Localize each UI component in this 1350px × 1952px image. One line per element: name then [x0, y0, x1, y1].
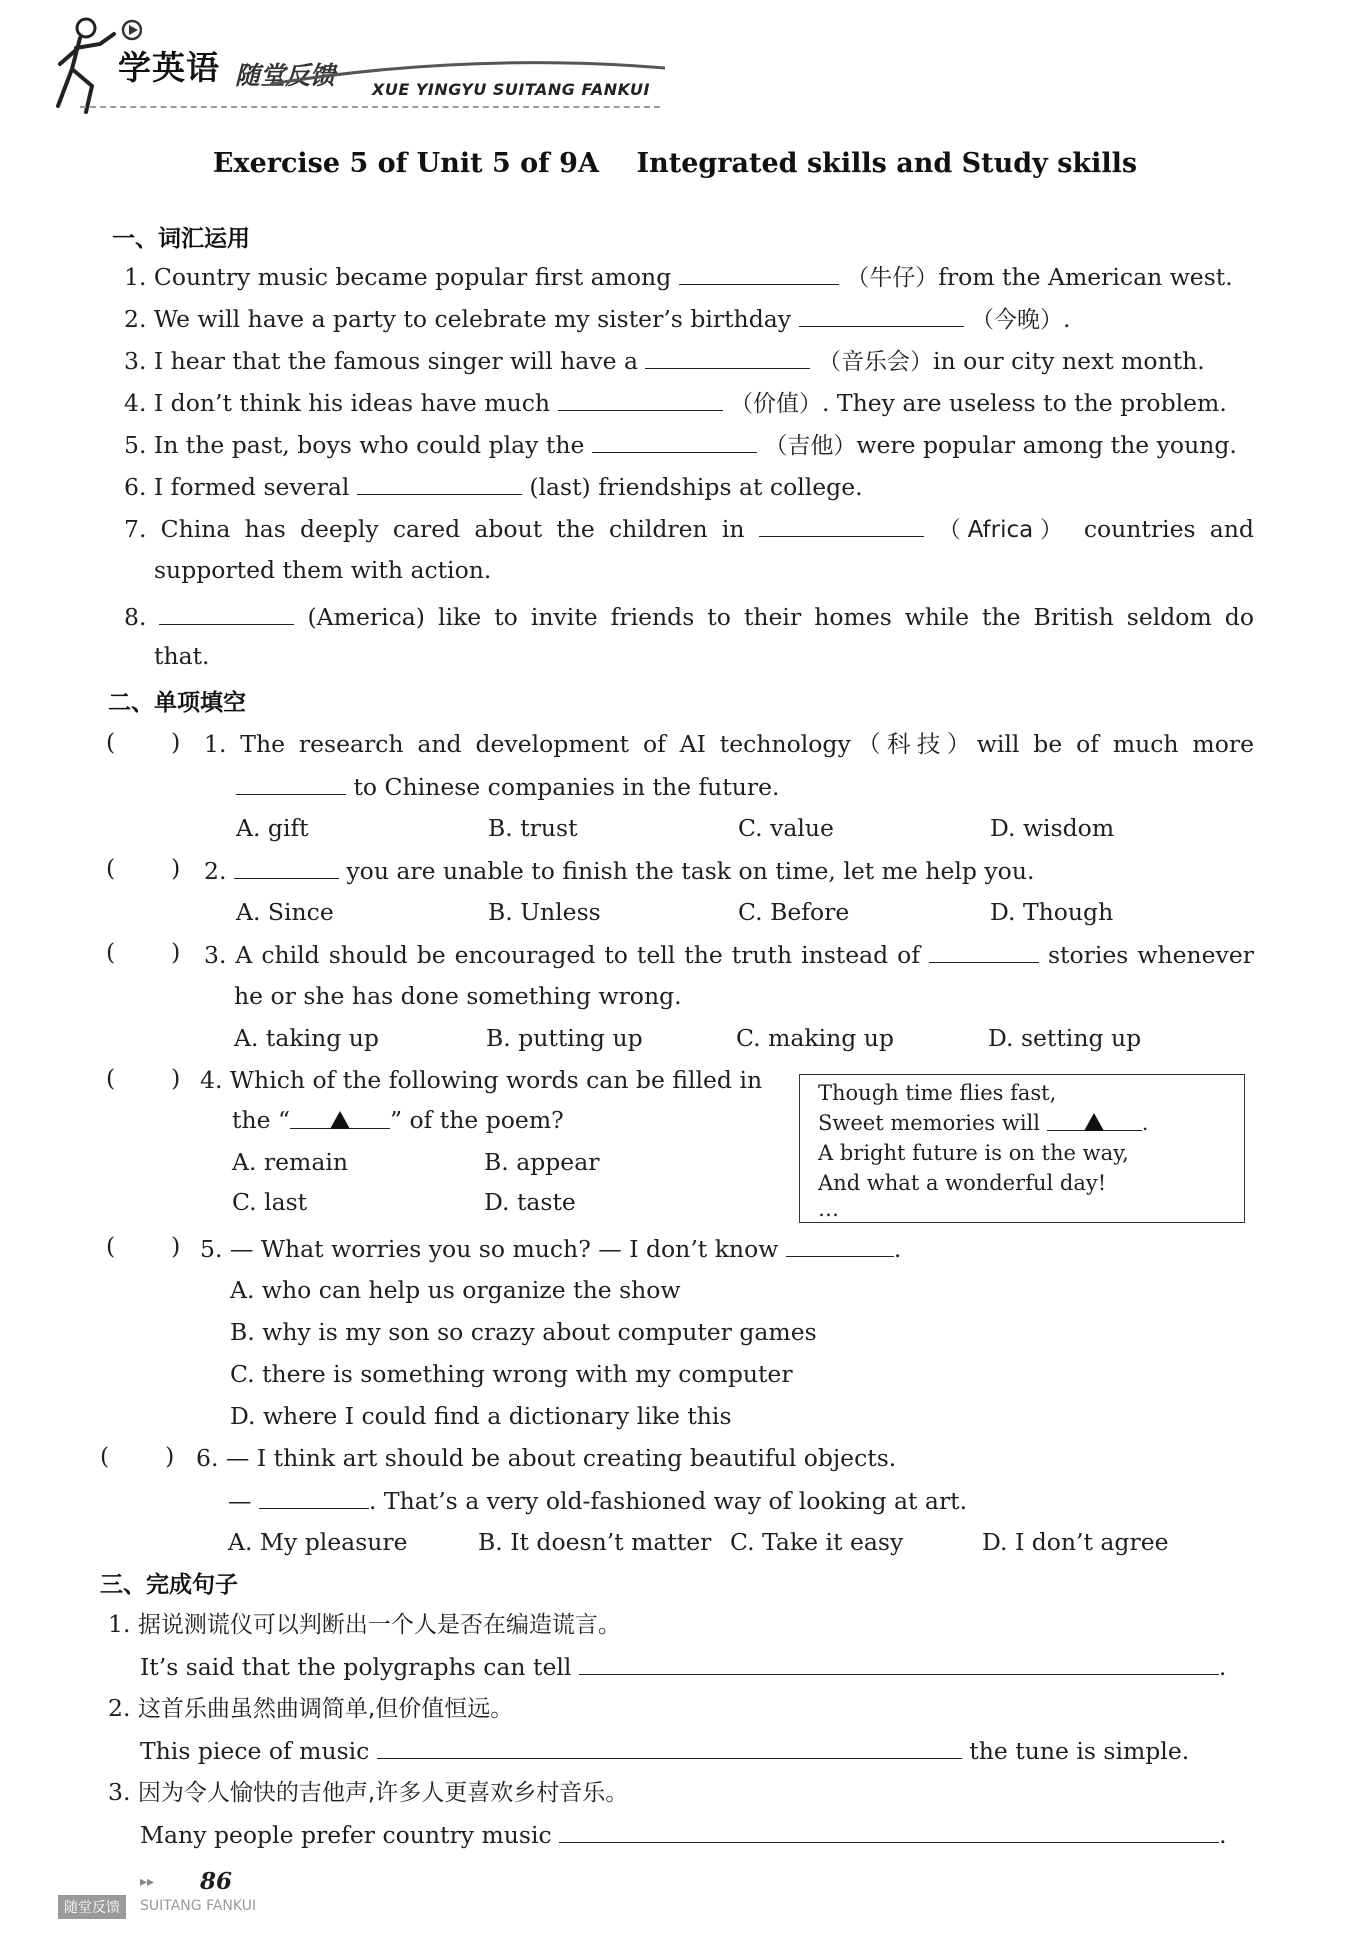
mc-option-5b[interactable]: B. why is my son so crazy about computer games [230, 1318, 817, 1346]
translate-item-2-en: This piece of music the tune is simple. [140, 1734, 1189, 1767]
mc-option-3d[interactable]: D. setting up [988, 1024, 1142, 1052]
section-2-heading: 二、单项填空 [108, 690, 246, 716]
mc-option-5a[interactable]: A. who can help us organize the show [230, 1276, 681, 1304]
section-1-heading: 一、词汇运用 [112, 226, 250, 252]
triangle-icon [330, 1111, 350, 1129]
poem-line: A bright future is on the way, [818, 1141, 1129, 1165]
brand-subtitle: 随堂反馈 [235, 61, 336, 90]
mc-option-4a[interactable]: A. remain [232, 1148, 348, 1176]
page-number: 86 [200, 1868, 233, 1895]
triangle-icon [1084, 1113, 1104, 1131]
answer-line[interactable] [559, 1818, 1219, 1843]
mc-option-2b[interactable]: B. Unless [488, 898, 601, 926]
poem-line: … [818, 1197, 839, 1221]
mc-option-4b[interactable]: B. appear [484, 1148, 600, 1176]
footer-pinyin: SUITANG FANKUI [140, 1898, 257, 1914]
answer-blank[interactable] [558, 386, 723, 411]
mc-option-1c[interactable]: C. value [738, 814, 834, 842]
mc-question-1: 1. The research and development of AI technology（科技）will be of much more [204, 730, 1254, 758]
mc-question-3: 3. A child should be encouraged to tell the truth instead of stories whenever [204, 938, 1254, 971]
answer-blank[interactable] [645, 344, 810, 369]
answer-paren[interactable]: ( ) [106, 938, 181, 966]
answer-blank[interactable] [259, 1484, 369, 1509]
poem-line: Sweet memories will . [818, 1108, 1244, 1138]
answer-blank[interactable] [759, 512, 924, 537]
answer-line[interactable] [377, 1734, 962, 1759]
translate-item-1-en: It’s said that the polygraphs can tell . [140, 1650, 1226, 1683]
answer-blank[interactable] [357, 470, 522, 495]
answer-blank[interactable] [234, 854, 339, 879]
answer-blank[interactable] [592, 428, 757, 453]
translate-item-3-cn: 3. 因为令人愉快的吉他声,许多人更喜欢乡村音乐。 [108, 1778, 629, 1806]
mc-option-5c[interactable]: C. there is something wrong with my computer [230, 1360, 793, 1388]
mc-option-3b[interactable]: B. putting up [486, 1024, 643, 1052]
mc-option-2c[interactable]: C. Before [738, 898, 850, 926]
answer-paren[interactable]: ( ) [106, 1232, 181, 1260]
vocab-item-8-cont: that. [154, 642, 210, 670]
mc-question-4-line2: the “ ” of the poem? [232, 1106, 564, 1134]
translate-item-3-en: Many people prefer country music . [140, 1818, 1227, 1851]
footer-arrows-icon: ▸▸ [140, 1874, 155, 1890]
answer-blank[interactable] [290, 1104, 390, 1129]
page-header [0, 0, 1350, 120]
poem-box [799, 1074, 1245, 1223]
mc-option-1a[interactable]: A. gift [236, 814, 309, 842]
vocab-item-8: 8. (America) like to invite friends to their homes while the British seldom do [124, 600, 1254, 633]
translate-item-1-cn: 1. 据说测谎仪可以判断出一个人是否在编造谎言。 [108, 1610, 621, 1638]
vocab-item-5: 5. In the past, boys who could play the （吉他）were popular among the young. [124, 428, 1237, 462]
mc-question-5: 5. — What worries you so much? — I don’t know . [200, 1232, 901, 1265]
mc-option-4c[interactable]: C. last [232, 1188, 308, 1216]
mc-option-2d[interactable]: D. Though [990, 898, 1114, 926]
mc-question-4: 4. Which of the following words can be filled in [200, 1066, 763, 1094]
answer-paren[interactable]: ( ) [106, 854, 181, 882]
answer-blank[interactable] [929, 938, 1039, 963]
vocab-item-4: 4. I don’t think his ideas have much （价值）. They are useless to the problem. [124, 386, 1227, 420]
answer-blank[interactable] [236, 770, 346, 795]
vocab-item-7: 7. China has deeply cared about the children in （Africa） countries and [124, 512, 1254, 546]
mc-option-4d[interactable]: D. taste [484, 1188, 576, 1216]
answer-blank[interactable] [799, 302, 964, 327]
mc-question-6-line2: — . That’s a very old-fashioned way of looking at art. [228, 1484, 967, 1517]
poem-line: Though time flies fast, [818, 1081, 1057, 1105]
mc-question-2: 2. you are unable to finish the task on time, let me help you. [204, 854, 1034, 887]
mc-option-3a[interactable]: A. taking up [234, 1024, 379, 1052]
translate-item-2-cn: 2. 这首乐曲虽然曲调简单,但价值恒远。 [108, 1694, 514, 1722]
mc-option-1b[interactable]: B. trust [488, 814, 578, 842]
vocab-item-2: 2. We will have a party to celebrate my sister’s birthday （今晚）. [124, 302, 1070, 336]
answer-blank[interactable] [786, 1232, 894, 1257]
answer-paren[interactable]: ( ) [100, 1442, 175, 1470]
header-divider [80, 106, 660, 108]
vocab-item-7-cont: supported them with action. [154, 556, 492, 584]
mc-question-3-line2: he or she has done something wrong. [234, 982, 682, 1010]
mc-option-6a[interactable]: A. My pleasure [228, 1528, 408, 1556]
page-title: Exercise 5 of Unit 5 of 9A Integrated skills and Study skills [212, 148, 1138, 179]
mc-option-6c[interactable]: C. Take it easy [730, 1528, 904, 1556]
mc-option-1d[interactable]: D. wisdom [990, 814, 1115, 842]
poem-line: And what a wonderful day! [818, 1171, 1107, 1195]
vocab-item-6: 6. I formed several (last) friendships at college. [124, 470, 863, 503]
answer-line[interactable] [579, 1650, 1219, 1675]
mc-option-3c[interactable]: C. making up [736, 1024, 894, 1052]
footer-tag: 随堂反馈 [58, 1895, 126, 1919]
section-3-heading: 三、完成句子 [100, 1572, 238, 1598]
brand-pinyin: XUE YINGYU SUITANG FANKUI [372, 80, 650, 99]
brand-title: 学英语 [118, 48, 220, 87]
mc-option-6b[interactable]: B. It doesn’t matter [478, 1528, 712, 1556]
mc-option-6d[interactable]: D. I don’t agree [982, 1528, 1169, 1556]
swoosh-icon [270, 58, 670, 88]
vocab-item-1: 1. Country music became popular first among （牛仔）from the American west. [124, 260, 1233, 294]
mc-option-5d[interactable]: D. where I could find a dictionary like this [230, 1402, 732, 1430]
answer-blank[interactable] [159, 600, 294, 625]
mc-question-6: 6. — I think art should be about creating beautiful objects. [196, 1444, 897, 1472]
mc-option-2a[interactable]: A. Since [236, 898, 334, 926]
answer-paren[interactable]: ( ) [106, 1064, 181, 1092]
vocab-item-3: 3. I hear that the famous singer will have a （音乐会）in our city next month. [124, 344, 1205, 378]
answer-paren[interactable]: ( ) [106, 728, 181, 756]
answer-blank[interactable] [679, 260, 839, 285]
mc-question-1-line2: to Chinese companies in the future. [236, 770, 780, 803]
